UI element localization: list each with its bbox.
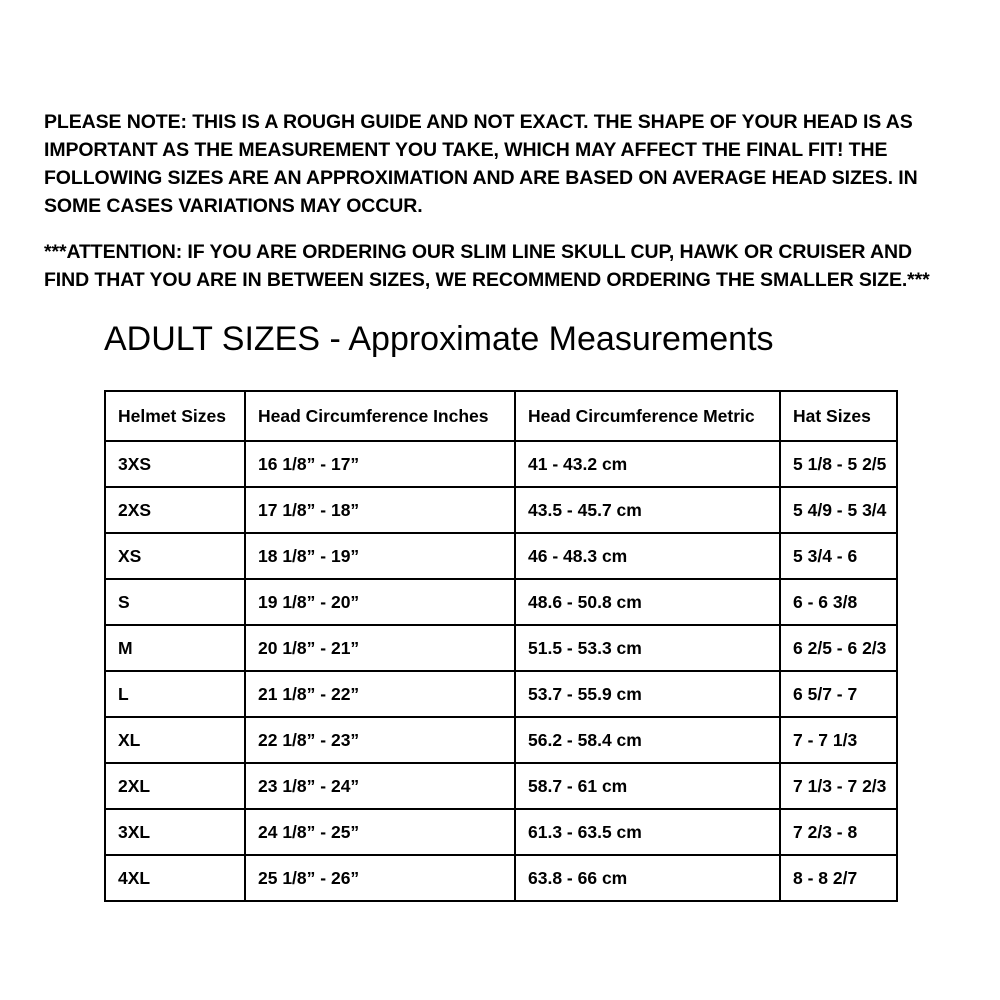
cell-metric: 46 - 48.3 cm (515, 533, 780, 579)
table-body (105, 441, 897, 901)
cell-inches: 21 1/8” - 22” (245, 671, 515, 717)
table-row (105, 487, 897, 533)
table-row (105, 809, 897, 855)
cell-inches: 22 1/8” - 23” (245, 717, 515, 763)
cell-hat-size: 5 4/9 - 5 3/4 (780, 487, 897, 533)
column-header-head-circumference-metric: Head Circumference Metric (515, 391, 780, 441)
cell-hat-size: 7 2/3 - 8 (780, 809, 897, 855)
cell-helmet-size: S (105, 579, 245, 625)
column-header-hat-sizes: Hat Sizes (780, 391, 897, 441)
cell-metric: 58.7 - 61 cm (515, 763, 780, 809)
table-row (105, 671, 897, 717)
cell-hat-size: 6 5/7 - 7 (780, 671, 897, 717)
cell-helmet-size: 3XS (105, 441, 245, 487)
table-row (105, 625, 897, 671)
column-header-helmet-sizes: Helmet Sizes (105, 391, 245, 441)
cell-hat-size: 6 - 6 3/8 (780, 579, 897, 625)
cell-metric: 48.6 - 50.8 cm (515, 579, 780, 625)
cell-hat-size: 6 2/5 - 6 2/3 (780, 625, 897, 671)
column-header-head-circumference-inches: Head Circumference Inches (245, 391, 515, 441)
size-chart-table (104, 390, 898, 902)
cell-inches: 25 1/8” - 26” (245, 855, 515, 901)
note-paragraph-2: ***ATTENTION: IF YOU ARE ORDERING OUR SLIM LINE SKULL CUP, HAWK OR CRUISER AND FIND THAT YOU ARE IN BETWEEN SIZES, WE RECOMMEND ORDERING THE SMALLER SIZE.*** (44, 241, 930, 291)
cell-helmet-size: M (105, 625, 245, 671)
cell-hat-size: 8 - 8 2/7 (780, 855, 897, 901)
cell-metric: 51.5 - 53.3 cm (515, 625, 780, 671)
cell-metric: 63.8 - 66 cm (515, 855, 780, 901)
table-row (105, 441, 897, 487)
cell-metric: 53.7 - 55.9 cm (515, 671, 780, 717)
cell-inches: 23 1/8” - 24” (245, 763, 515, 809)
cell-metric: 41 - 43.2 cm (515, 441, 780, 487)
cell-helmet-size: 4XL (105, 855, 245, 901)
cell-inches: 20 1/8” - 21” (245, 625, 515, 671)
table-row (105, 855, 897, 901)
page-title (104, 318, 774, 360)
cell-helmet-size: XS (105, 533, 245, 579)
cell-inches: 24 1/8” - 25” (245, 809, 515, 855)
cell-helmet-size: 2XS (105, 487, 245, 533)
cell-inches: 17 1/8” - 18” (245, 487, 515, 533)
cell-hat-size: 7 1/3 - 7 2/3 (780, 763, 897, 809)
cell-helmet-size: XL (105, 717, 245, 763)
cell-metric: 43.5 - 45.7 cm (515, 487, 780, 533)
table-row (105, 717, 897, 763)
cell-inches: 19 1/8” - 20” (245, 579, 515, 625)
notes-block (44, 108, 959, 294)
page-title-text: ADULT SIZES - Approximate Measurements (104, 320, 774, 358)
note-paragraph-1: PLEASE NOTE: THIS IS A ROUGH GUIDE AND NOT EXACT. THE SHAPE OF YOUR HEAD IS AS IMPORTANT AS THE MEASUREMENT YOU TAKE, WHICH MAY AFFECT THE FINAL FIT! THE FOLLOWING SIZES ARE AN APPROXIMATION AND ARE BASED ON AVERAGE HEAD SIZES. IN SOME CASES VARIATIONS MAY OCCUR. (44, 111, 918, 217)
cell-hat-size: 5 1/8 - 5 2/5 (780, 441, 897, 487)
cell-hat-size: 5 3/4 - 6 (780, 533, 897, 579)
cell-helmet-size: 3XL (105, 809, 245, 855)
cell-helmet-size: L (105, 671, 245, 717)
table-header (105, 391, 897, 441)
cell-inches: 18 1/8” - 19” (245, 533, 515, 579)
table-row (105, 579, 897, 625)
cell-inches: 16 1/8” - 17” (245, 441, 515, 487)
table-row (105, 763, 897, 809)
cell-metric: 61.3 - 63.5 cm (515, 809, 780, 855)
cell-hat-size: 7 - 7 1/3 (780, 717, 897, 763)
table-header-row (105, 391, 897, 441)
table-row (105, 533, 897, 579)
cell-helmet-size: 2XL (105, 763, 245, 809)
cell-metric: 56.2 - 58.4 cm (515, 717, 780, 763)
